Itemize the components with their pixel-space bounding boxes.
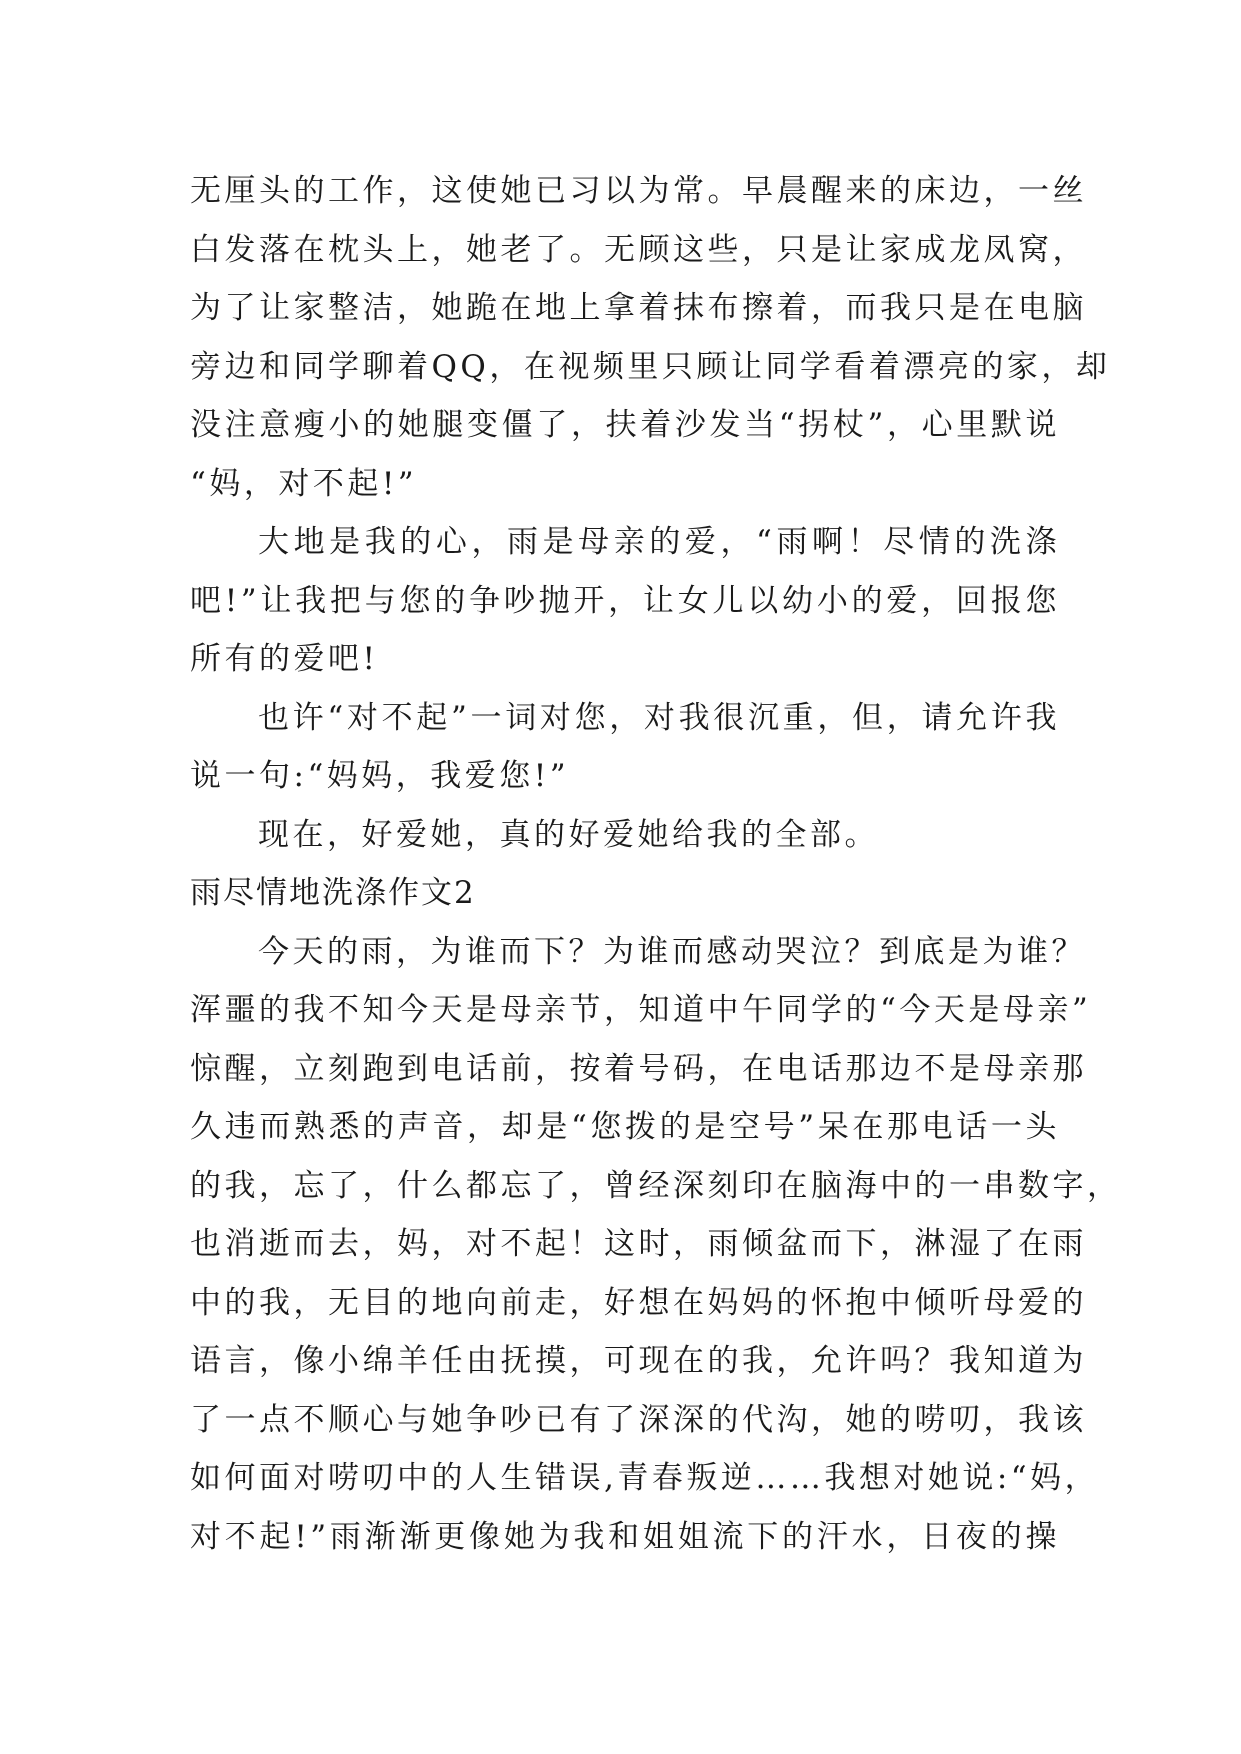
text-line: 惊醒，立刻跑到电话前，按着号码，在电话那边不是母亲那 <box>190 1050 1087 1087</box>
document-body <box>190 162 1122 1566</box>
text-line: 无厘头的工作，这使她已习以为常。早晨醒来的床边，一丝 <box>190 173 1087 209</box>
text-line: 所有的爱吧! <box>190 641 379 677</box>
paragraph-5 <box>190 923 1122 1567</box>
text-line: 今天的雨，为谁而下？为谁而感动哭泣？到底是为谁？ <box>258 933 1086 970</box>
text-line: 旁边和同学聊着QQ，在视频里只顾让同学看着漂亮的家，却 <box>190 348 1111 385</box>
text-line: 了一点不顺心与她争吵已有了深深的代沟，她的唠叨，我该 <box>190 1401 1087 1438</box>
paragraph-2 <box>190 513 1060 689</box>
text-line: 现在，好爱她，真的好爱她给我的全部。 <box>258 816 879 853</box>
text-line: 没注意瘦小的她腿变僵了，扶着沙发当“拐杖”，心里默说 <box>190 407 1060 443</box>
paragraph-4 <box>190 806 1060 865</box>
text-line: 久违而熟悉的声音，却是“您拨的是空号”呆在那电话一头 <box>190 1109 1060 1145</box>
text-line: 白发落在枕头上，她老了。无顾这些，只是让家成龙凤窝， <box>190 231 1087 268</box>
text-line: 也许“对不起”一词对您，对我很沉重，但，请允许我 <box>258 699 1060 736</box>
text-line: 中的我，无目的地向前走，好想在妈妈的怀抱中倾听母爱的 <box>190 1284 1087 1321</box>
text-line: 对不起!”雨渐渐更像她为我和姐姐流下的汗水，日夜的操 <box>190 1518 1060 1555</box>
text-line: 的我，忘了，什么都忘了，曾经深刻印在脑海中的一串数字， <box>190 1167 1122 1204</box>
text-line: “妈，对不起!” <box>190 465 418 502</box>
text-line: 如何面对唠叨中的人生错误,青春叛逆……我想对她说:“妈， <box>190 1460 1100 1496</box>
text-line: 也消逝而去，妈，对不起！这时，雨倾盆而下，淋湿了在雨 <box>190 1226 1087 1262</box>
text-line: 语言，像小绵羊任由抚摸，可现在的我，允许吗？我知道为 <box>190 1343 1087 1379</box>
paragraph-1 <box>190 162 1111 513</box>
text-line: 为了让家整洁，她跪在地上拿着抹布擦着，而我只是在电脑 <box>190 290 1087 326</box>
section-title: 雨尽情地洗涤作文2 <box>190 875 476 911</box>
paragraph-3 <box>190 689 1060 806</box>
text-line: 说一句:“妈妈，我爱您!” <box>190 758 570 794</box>
text-line: 吧!”让我把与您的争吵抛开，让女儿以幼小的爱，回报您 <box>190 582 1060 619</box>
text-line: 大地是我的心，雨是母亲的爱，“雨啊！尽情的洗涤 <box>258 524 1060 560</box>
text-line: 浑噩的我不知今天是母亲节，知道中午同学的“今天是母亲” <box>190 992 1092 1028</box>
